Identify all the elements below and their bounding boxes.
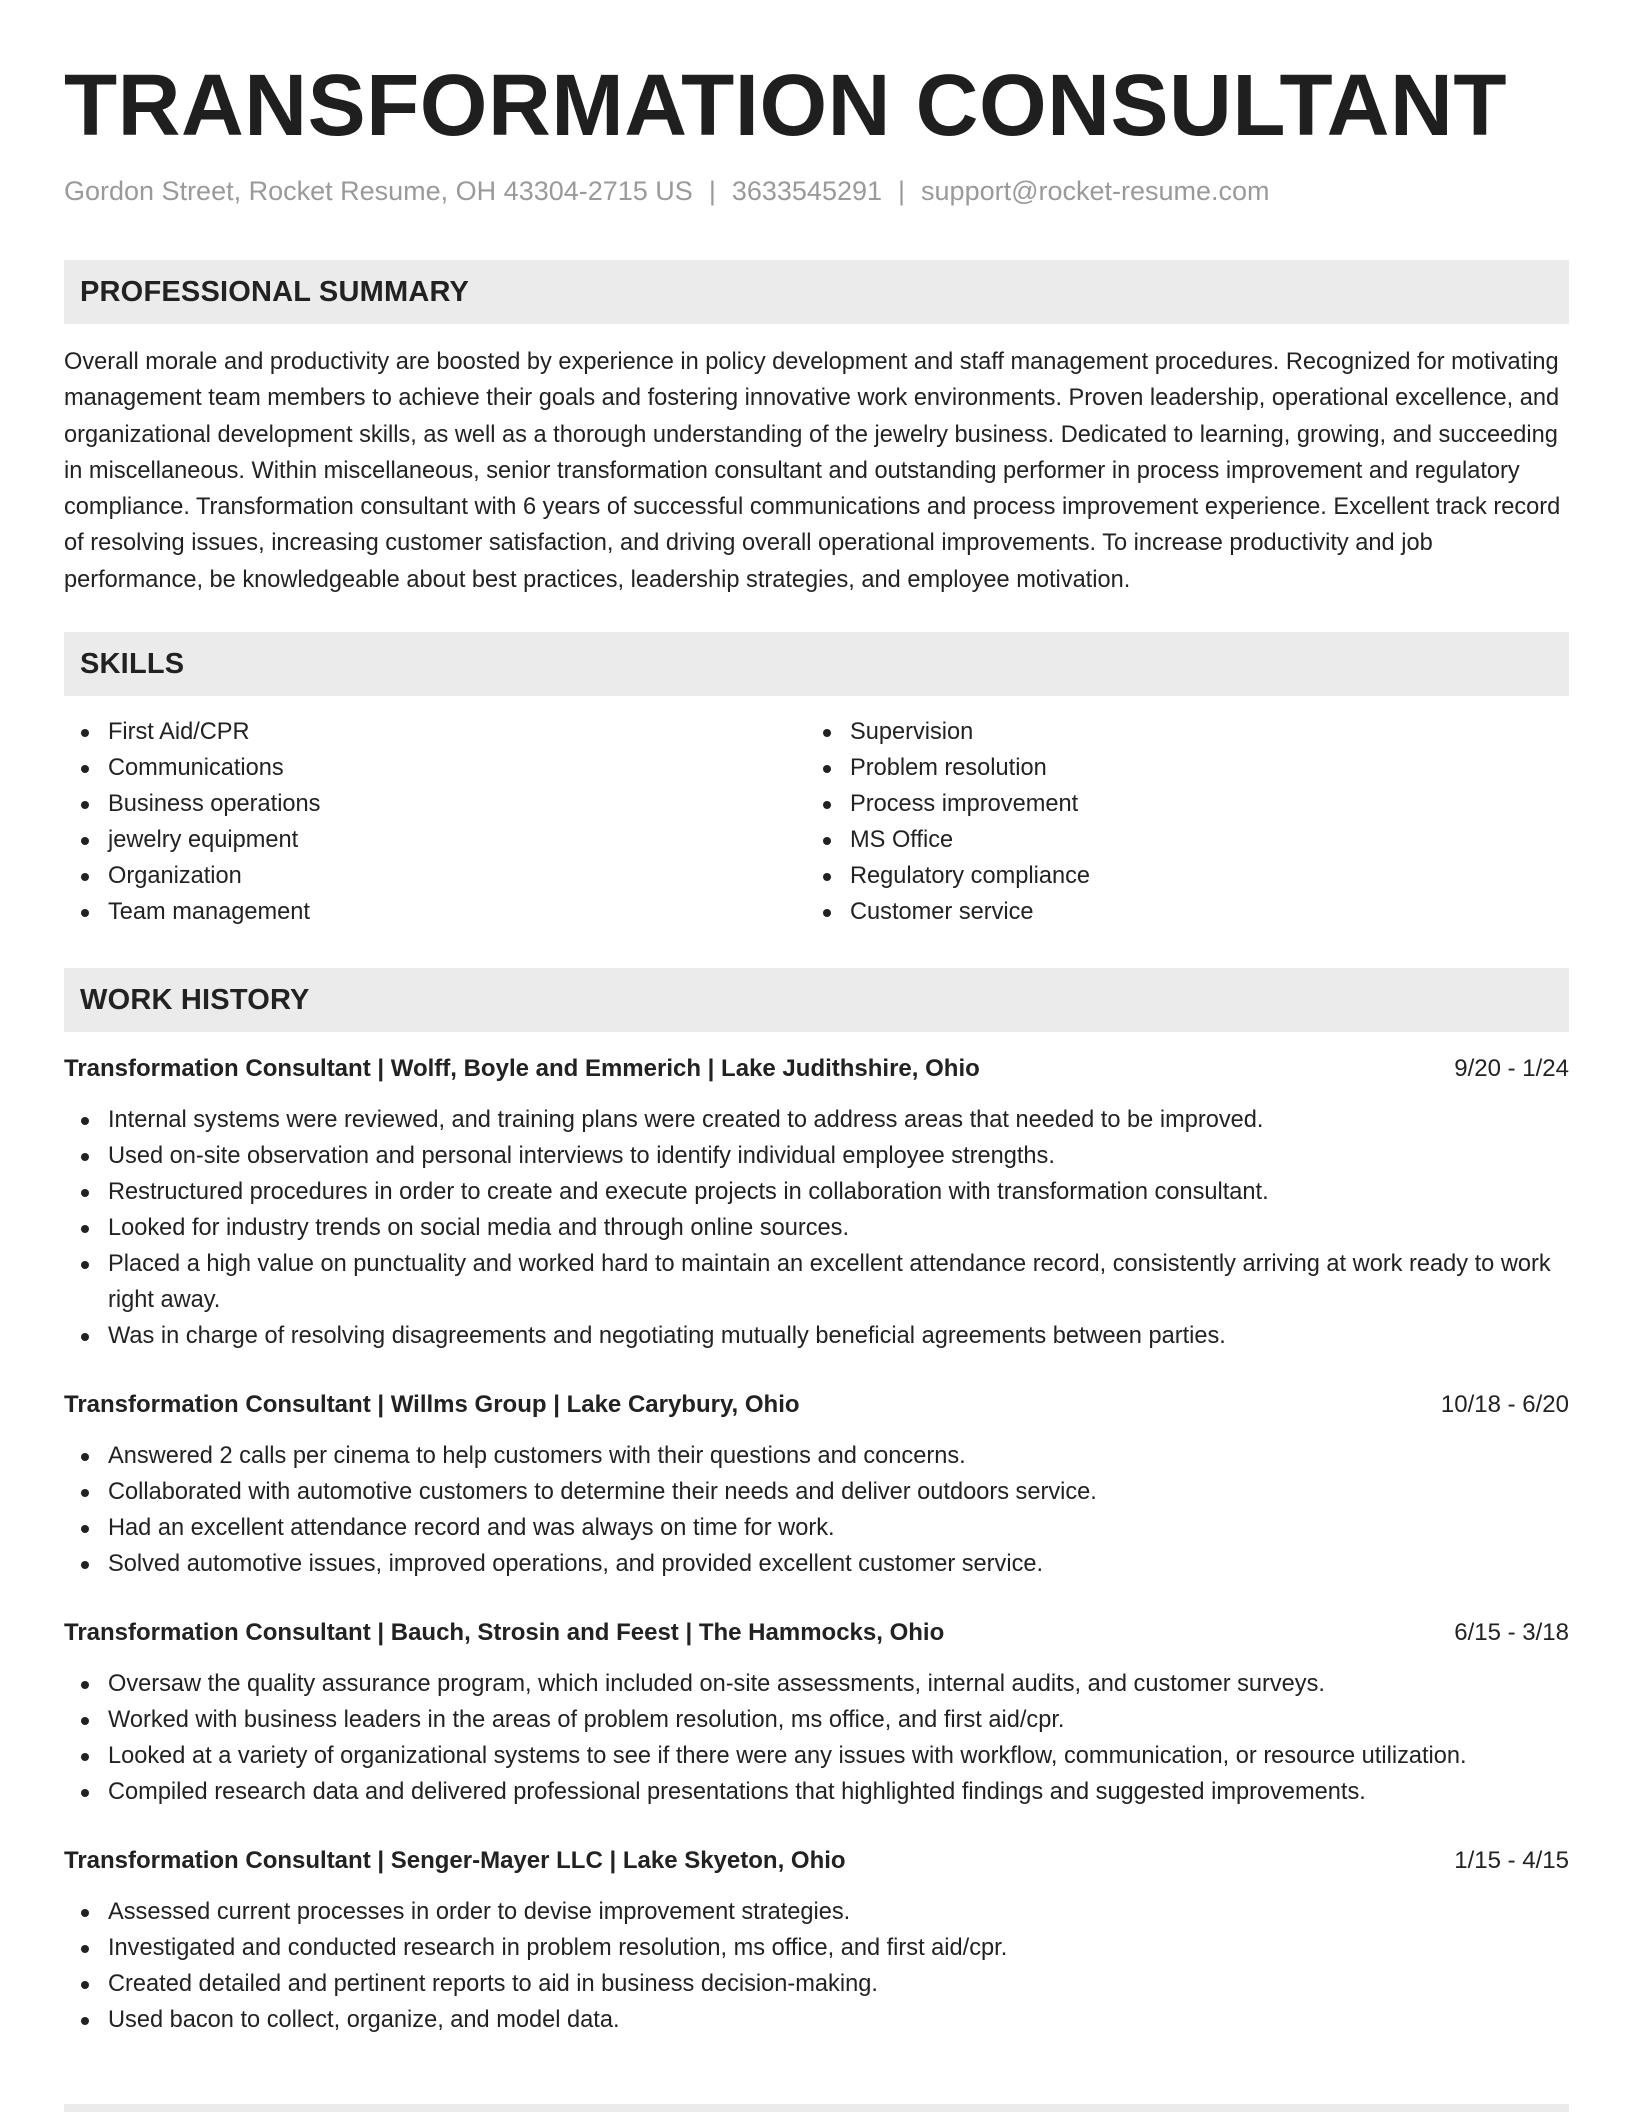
job-bullets (64, 1438, 1569, 1582)
skill-item: Communications (64, 750, 806, 786)
skill-item: Supervision (806, 714, 1569, 750)
job-bullet: Oversaw the quality assurance program, which included on-site assessments, internal audits, and customer surveys. (64, 1666, 1569, 1702)
job-entry (64, 1616, 1569, 1810)
job-dates: 6/15 - 3/18 (1454, 1619, 1569, 1647)
contact-email: support@rocket-resume.com (921, 176, 1270, 206)
job-entry (64, 1388, 1569, 1582)
contact-separator: | (898, 176, 906, 206)
skills-list-right (806, 714, 1569, 930)
contact-line (64, 174, 1569, 208)
skills-heading: SKILLS (80, 647, 185, 680)
job-title: Transformation Consultant | Bauch, Strosin and Feest | The Hammocks, Ohio (64, 1619, 945, 1647)
job-bullets (64, 1666, 1569, 1810)
job-bullet: Looked for industry trends on social media and through online sources. (64, 1210, 1569, 1246)
job-title: Transformation Consultant | Willms Group | Lake Carybury, Ohio (64, 1391, 800, 1419)
job-bullet: Placed a high value on punctuality and worked hard to maintain an excellent attendance record, consistently arriving at work ready to work right away. (64, 1246, 1569, 1318)
contact-phone: 3633545291 (731, 176, 883, 206)
summary-section-header (64, 260, 1569, 324)
skill-item: MS Office (806, 822, 1569, 858)
job-bullet: Was in charge of resolving disagreements and negotiating mutually beneficial agreements between parties. (64, 1318, 1569, 1354)
skill-item: Business operations (64, 786, 806, 822)
skill-item: Problem resolution (806, 750, 1569, 786)
job-bullet: Worked with business leaders in the areas of problem resolution, ms office, and first aid/cpr. (64, 1702, 1569, 1738)
job-header (64, 1052, 1569, 1086)
job-bullet: Collaborated with automotive customers to determine their needs and deliver outdoors service. (64, 1474, 1569, 1510)
job-header (64, 1616, 1569, 1650)
work-section-header (64, 968, 1569, 1032)
skills-list-left (64, 714, 806, 930)
summary-heading: PROFESSIONAL SUMMARY (80, 275, 470, 308)
job-header (64, 1844, 1569, 1878)
skill-item: First Aid/CPR (64, 714, 806, 750)
skill-item: Organization (64, 858, 806, 894)
job-bullet: Had an excellent attendance record and was always on time for work. (64, 1510, 1569, 1546)
job-title: Transformation Consultant | Senger-Mayer LLC | Lake Skyeton, Ohio (64, 1847, 846, 1875)
job-bullets (64, 1894, 1569, 2038)
job-entry (64, 1844, 1569, 2038)
contact-separator: | (708, 176, 716, 206)
job-bullet: Solved automotive issues, improved operations, and provided excellent customer service. (64, 1546, 1569, 1582)
job-dates: 9/20 - 1/24 (1454, 1055, 1569, 1083)
job-dates: 1/15 - 4/15 (1454, 1847, 1569, 1875)
job-bullet: Used on-site observation and personal interviews to identify individual employee strengths. (64, 1138, 1569, 1174)
skills-grid (64, 714, 1569, 930)
job-bullet: Restructured procedures in order to create and execute projects in collaboration with transformation consultant. (64, 1174, 1569, 1210)
job-bullet: Looked at a variety of organizational systems to see if there were any issues with workflow, communication, or resource utilization. (64, 1738, 1569, 1774)
job-bullet: Internal systems were reviewed, and training plans were created to address areas that needed to be improved. (64, 1102, 1569, 1138)
job-header (64, 1388, 1569, 1422)
resume-title: TRANSFORMATION CONSULTANT (64, 57, 1507, 154)
contact-address: Gordon Street, Rocket Resume, OH 43304-2715 US (64, 176, 693, 206)
job-bullet: Investigated and conducted research in problem resolution, ms office, and first aid/cpr. (64, 1930, 1569, 1966)
job-bullets (64, 1102, 1569, 1354)
work-heading: WORK HISTORY (80, 983, 310, 1016)
job-bullet: Used bacon to collect, organize, and model data. (64, 2002, 1569, 2038)
skill-item: jewelry equipment (64, 822, 806, 858)
job-bullet: Assessed current processes in order to devise improvement strategies. (64, 1894, 1569, 1930)
job-bullet: Created detailed and pertinent reports to aid in business decision-making. (64, 1966, 1569, 2002)
skill-item: Customer service (806, 894, 1569, 930)
job-entry (64, 1052, 1569, 1354)
skills-section-header (64, 632, 1569, 696)
summary-text: Overall morale and productivity are boosted by experience in policy development and staff management procedures. Recognized for motivating management team members to achieve their goals and fostering innovative work environments. Proven leadership, operational excellence, and organizational development skills, as well as a thorough understanding of the jewelry business. Dedicated to learning, growing, and succeeding in miscellaneous. Within miscellaneous, senior transformation consultant and outstanding performer in process improvement and regulatory compliance. Transformation consultant with 6 years of successful communications and process improvement experience. Excellent track record of resolving issues, increasing customer satisfaction, and driving overall operational improvements. To increase productivity and job performance, be knowledgeable about best practices, leadership strategies, and employee motivation. (64, 349, 1561, 593)
skill-item: Regulatory compliance (806, 858, 1569, 894)
next-section-header (64, 2104, 1569, 2112)
skill-item: Process improvement (806, 786, 1569, 822)
job-bullet: Compiled research data and delivered professional presentations that highlighted findings and suggested improvements. (64, 1774, 1569, 1810)
job-bullet: Answered 2 calls per cinema to help customers with their questions and concerns. (64, 1438, 1569, 1474)
skill-item: Team management (64, 894, 806, 930)
job-dates: 10/18 - 6/20 (1440, 1391, 1569, 1419)
job-title: Transformation Consultant | Wolff, Boyle and Emmerich | Lake Judithshire, Ohio (64, 1055, 980, 1083)
